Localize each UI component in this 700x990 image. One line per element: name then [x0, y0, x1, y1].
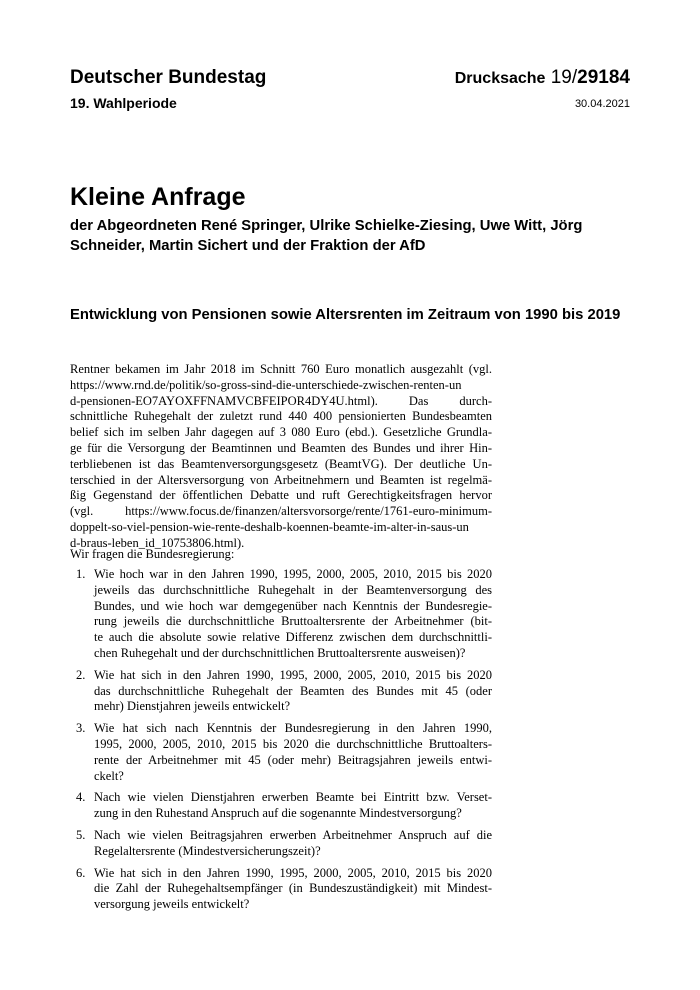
legislative-period: 19. Wahlperiode: [70, 95, 177, 111]
document-type-heading: Kleine Anfrage: [70, 183, 246, 211]
question-item: [70, 721, 492, 784]
question-line: rung jeweils die durchschnittliche Bruttoaltersrente der Arbeitnehmer (bit-: [94, 614, 492, 629]
intro-line: ge für die Versorgung der Beamtinnen und Beamten des Bundes und ihrer Hin-: [70, 440, 492, 455]
questions-lead-in: Wir fragen die Bundesregierung:: [70, 547, 235, 561]
question-item: [70, 828, 492, 860]
question-line: Nach wie vielen Beitragsjahren erwerben Arbeitnehmer Anspruch auf die: [94, 827, 492, 842]
intro-line: d-braus-leben_id_10753806.html).: [70, 535, 245, 550]
document-header-right: [455, 66, 630, 111]
question-line: das durchschnittliche Ruhegehalt der Beamten des Bundes mit 45 (oder: [94, 683, 492, 698]
institution-name: Deutscher Bundestag: [70, 67, 267, 88]
intro-line: belief sich im selben Jahr dagegen auf 3 080 Euro (ebd.). Gesetzliche Grundla-: [70, 425, 492, 440]
question-line: Bundes, und wie hoch war demgegenüber nach Kenntnis der Bundesregie-: [94, 598, 492, 613]
question-line: Wie hat sich nach Kenntnis der Bundesregierung in den Jahren 1990,: [94, 721, 492, 736]
question-line: jeweils das durchschnittliche Ruhegehalt in der Beamtenversorgung des: [94, 582, 492, 597]
question-number: 3.: [76, 721, 86, 736]
question-item: [70, 668, 492, 715]
question-number: 4.: [76, 790, 86, 805]
question-line: ckelt?: [94, 768, 124, 783]
question-number: 1.: [76, 567, 86, 581]
question-line: Wie hat sich in den Jahren 1990, 1995, 2000, 2005, 2010, 2015 bis 2020: [94, 667, 492, 682]
drucksache-number: [455, 66, 630, 91]
question-number: 2.: [76, 667, 86, 682]
intro-line: d-pensionen-EO7AYOXFFNAMVCBFEIPOR4DY4U.html). Das durch-: [70, 393, 492, 408]
question-line: Wie hat sich in den Jahren 1990, 1995, 2000, 2005, 2010, 2015 bis 2020: [94, 865, 492, 880]
intro-line: ßig Gegenstand der öffentlichen Debatte und ruft Gerechtigkeitsfragen hervor: [70, 488, 492, 503]
document-header-left: [70, 66, 266, 112]
drucksache-prefix: 19/: [550, 67, 578, 88]
question-item: [70, 790, 492, 822]
document-subject: Entwicklung von Pensionen sowie Altersrenten im Zeitraum von 1990 bis 2019: [70, 307, 621, 323]
questions-list: [70, 567, 492, 919]
document-date: 30.04.2021: [574, 98, 630, 110]
introduction-paragraph: [70, 362, 492, 552]
question-line: versorgung jeweils entwickelt?: [94, 897, 250, 912]
question-line: rente der Arbeitnehmer mit 45 (oder mehr) Beitragsjahren jeweils entwi-: [94, 752, 492, 767]
question-line: zung in den Ruhestand Anspruch auf die sogenannte Mindestversorgung?: [94, 806, 462, 821]
question-line: chen Ruhegehalt und der durchschnittlichen Bruttoaltersrente ausweisen)?: [94, 645, 466, 660]
intro-line: schnittliche Ruhegehalt der zuletzt rund 440 400 pensionierten Bundesbeamten: [70, 409, 492, 424]
question-number: 5.: [76, 827, 86, 842]
authors-line: der Abgeordneten René Springer, Ulrike Schielke-Ziesing, Uwe Witt, Jörg Schneider, Martin Sichert und der Fraktion der AfD: [70, 218, 583, 254]
question-line: mehr) Dienstjahren jeweils entwickelt?: [94, 699, 291, 714]
intro-line: doppelt-so-viel-pension-wie-rente-deshalb-koennen-beamte-im-alter-in-saus-un: [70, 519, 469, 534]
question-line: te auch die absolute sowie relative Differenz zwischen dem durchschnittli-: [94, 630, 492, 645]
question-line: Nach wie vielen Dienstjahren erwerben Beamte bei Eintritt bzw. Verset-: [94, 790, 492, 805]
intro-line: Rentner bekamen im Jahr 2018 im Schnitt 760 Euro monatlich ausgezahlt (vgl.: [70, 362, 492, 376]
intro-line: https://www.rnd.de/politik/so-gross-sind-die-unterschiede-zwischen-renten-un: [70, 377, 462, 392]
intro-line: terbliebenen ist das Beamtenversorgungsgesetz (BeamtVG). Der deutliche Un-: [70, 456, 492, 471]
question-line: die Zahl der Ruhegehaltsempfänger (in Bundeszuständigkeit) mit Mindest-: [94, 881, 492, 896]
question-number: 6.: [76, 865, 86, 880]
intro-line: terschied in der Altersversorgung von Arbeitnehmern und Beamten ist regelmä-: [70, 472, 492, 487]
drucksache-id: 29184: [577, 67, 630, 88]
drucksache-label: Drucksache: [454, 70, 546, 87]
question-line: Regelaltersrente (Mindestversicherungszeit)?: [94, 843, 321, 858]
question-item: [70, 567, 492, 662]
question-item: [70, 866, 492, 913]
intro-line: (vgl. https://www.focus.de/finanzen/altersvorsorge/rente/1761-euro-minimum-: [70, 504, 492, 519]
question-line: Wie hoch war in den Jahren 1990, 1995, 2000, 2005, 2010, 2015 bis 2020: [94, 567, 492, 581]
question-line: 1995, 2000, 2005, 2010, 2015 bis 2020 die durchschnittliche Bruttoalters-: [94, 736, 492, 751]
